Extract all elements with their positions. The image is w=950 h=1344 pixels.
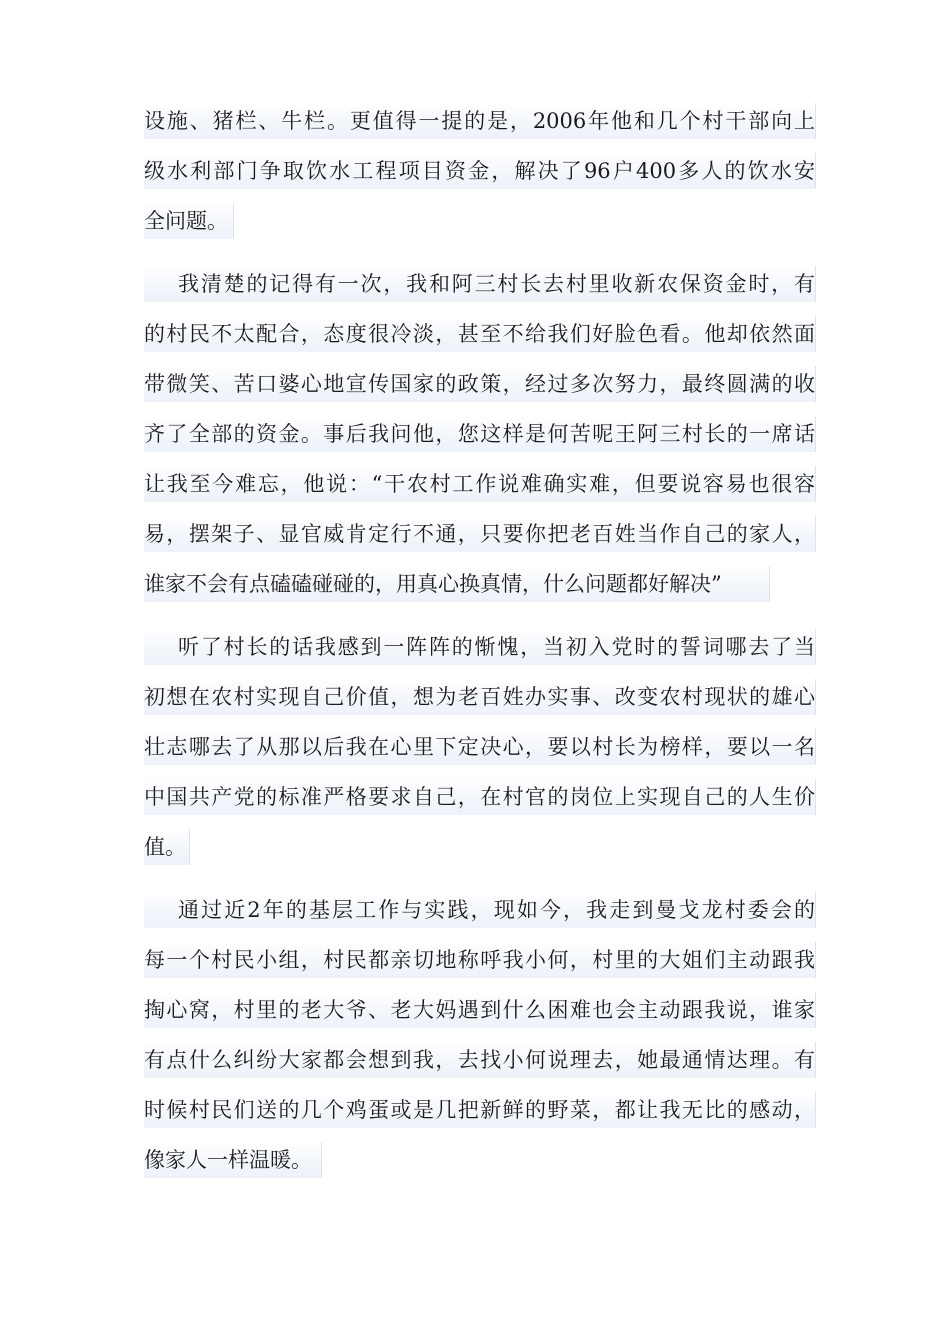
paragraph-3-line-4: 中国共产党的标准严格要求自己，在村官的岗位上实现自己的人生价 [144,779,816,815]
paragraph-2-line-3: 带微笑、苦口婆心地宣传国家的政策，经过多次努力，最终圆满的收 [144,366,816,402]
paragraph-1-line-2: 级水利部门争取饮水工程项目资金，解决了96户400多人的饮水安 [144,153,816,189]
paragraph-4-line-3: 掏心窝，村里的老大爷、老大妈遇到什么困难也会主动跟我说，谁家 [144,992,816,1028]
paragraph-2-line-6: 易，摆架子、显官威肯定行不通，只要你把老百姓当作自己的家人， [144,516,816,552]
paragraph-3-line-3: 壮志哪去了从那以后我在心里下定决心，要以村长为榜样，要以一名 [144,729,816,765]
paragraph-2-line-7: 谁家不会有点磕磕碰碰的，用真心换真情，什么问题都好解决” [144,566,770,602]
paragraph-3-line-2: 初想在农村实现自己价值，想为老百姓办实事、改变农村现状的雄心 [144,679,816,715]
paragraph-2-line-1: 我清楚的记得有一次，我和阿三村长去村里收新农保资金时，有 [144,266,816,302]
paragraph-2-line-5: 让我至今难忘，他说：“干农村工作说难确实难，但要说容易也很容 [144,466,816,502]
paragraph-1-line-1: 设施、猪栏、牛栏。更值得一提的是，2006年他和几个村干部向上 [144,103,816,139]
paragraph-2-line-2: 的村民不太配合，态度很冷淡，甚至不给我们好脸色看。他却依然面 [144,316,816,352]
paragraph-4-line-5: 时候村民们送的几个鸡蛋或是几把新鲜的野菜，都让我无比的感动， [144,1092,816,1128]
paragraph-4-line-6: 像家人一样温暖。 [144,1142,322,1178]
paragraph-1-line-3: 全问题。 [144,203,234,239]
paragraph-4-line-1: 通过近2年的基层工作与实践，现如今，我走到曼戈龙村委会的 [144,892,816,928]
paragraph-4-line-4: 有点什么纠纷大家都会想到我，去找小何说理去，她最通情达理。有 [144,1042,816,1078]
paragraph-3-line-5: 值。 [144,829,190,865]
paragraph-4-line-2: 每一个村民小组，村民都亲切地称呼我小何，村里的大姐们主动跟我 [144,942,816,978]
paragraph-2-line-4: 齐了全部的资金。事后我问他，您这样是何苦呢王阿三村长的一席话 [144,416,816,452]
paragraph-3-line-1: 听了村长的话我感到一阵阵的惭愧，当初入党时的誓词哪去了当 [144,629,816,665]
